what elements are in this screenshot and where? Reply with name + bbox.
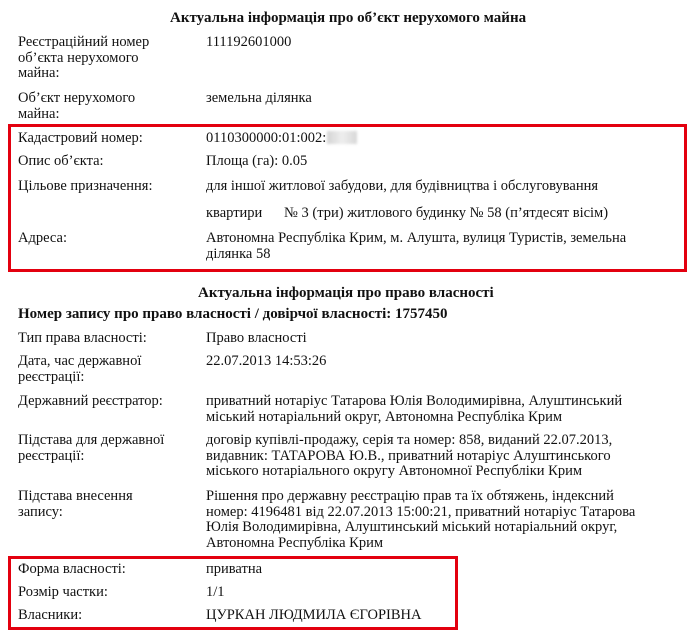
- entry-basis-value: Рішення про державну реєстрацію прав та їх обтяжень, індексний номер: 4196481 від 22.07.2013 15:00:21, приватний нотаріус Татарова Юлія Володимирівна, Алуштинський міський нотаріальний округ, Автономна Республіка Крим: [206, 488, 636, 551]
- object-value: земельна ділянка: [206, 90, 312, 106]
- record-number-heading: Номер запису про право власності / довірчої власності: 1757450: [18, 306, 448, 322]
- cadastral-label: Кадастровий номер:: [18, 130, 143, 146]
- description-label: Опис об’єкта:: [18, 153, 104, 169]
- address-label: Адреса:: [18, 230, 67, 246]
- right-type-value: Право власності: [206, 330, 307, 346]
- description-value: Площа (га): 0.05: [206, 153, 308, 169]
- ownership-form-label: Форма власності:: [18, 561, 126, 577]
- redacted-blur: [327, 131, 357, 144]
- share-size-value: 1/1: [206, 584, 225, 600]
- right-type-label: Тип права власності:: [18, 330, 147, 346]
- share-size-label: Розмір частки:: [18, 584, 108, 600]
- registrar-value: приватний нотаріус Татарова Юлія Володимирівна, Алуштинський міський нотаріальний округ, Автономна Республіка Крим: [206, 393, 623, 425]
- purpose-label: Цільове призначення:: [18, 178, 153, 194]
- basis-label: Підстава для державної реєстрації:: [18, 432, 165, 464]
- basis-value: договір купівлі-продажу, серія та номер: 858, виданий 22.07.2013, видавник: ТАТАРОВА Ю.В., приватний нотаріус Алуштинського міського нотаріального округу Автономної Республіки Крим: [206, 432, 613, 479]
- address-value: Автономна Республіка Крим, м. Алушта, вулиця Туристів, земельна ділянка 58: [206, 230, 627, 262]
- reg-number-value: 111192601000: [206, 34, 292, 50]
- section-title-object: Актуальна інформація про об’єкт нерухомого майна: [170, 10, 527, 26]
- purpose-value-line2: квартири № 3 (три) житлового будинку № 58 (п’ятдесят вісім): [206, 205, 609, 221]
- owners-value: ЦУРКАН ЛЮДМИЛА ЄГОРІВНА: [206, 607, 422, 623]
- section-title-ownership: Актуальна інформація про право власності: [198, 285, 494, 301]
- object-label: Об’єкт нерухомого майна:: [18, 90, 136, 122]
- owners-label: Власники:: [18, 607, 83, 623]
- registration-date-value: 22.07.2013 14:53:26: [206, 353, 327, 369]
- purpose-value-line1: для іншої житлової забудови, для будівництва і обслуговування: [206, 178, 599, 194]
- ownership-form-value: приватна: [206, 561, 263, 577]
- reg-number-label: Реєстраційний номер об’єкта нерухомого майна:: [18, 34, 150, 81]
- registrar-label: Державний реєстратор:: [18, 393, 163, 409]
- entry-basis-label: Підстава внесення запису:: [18, 488, 133, 520]
- registration-date-label: Дата, час державної реєстрації:: [18, 353, 142, 385]
- cadastral-value: 0110300000:01:002:: [206, 131, 357, 147]
